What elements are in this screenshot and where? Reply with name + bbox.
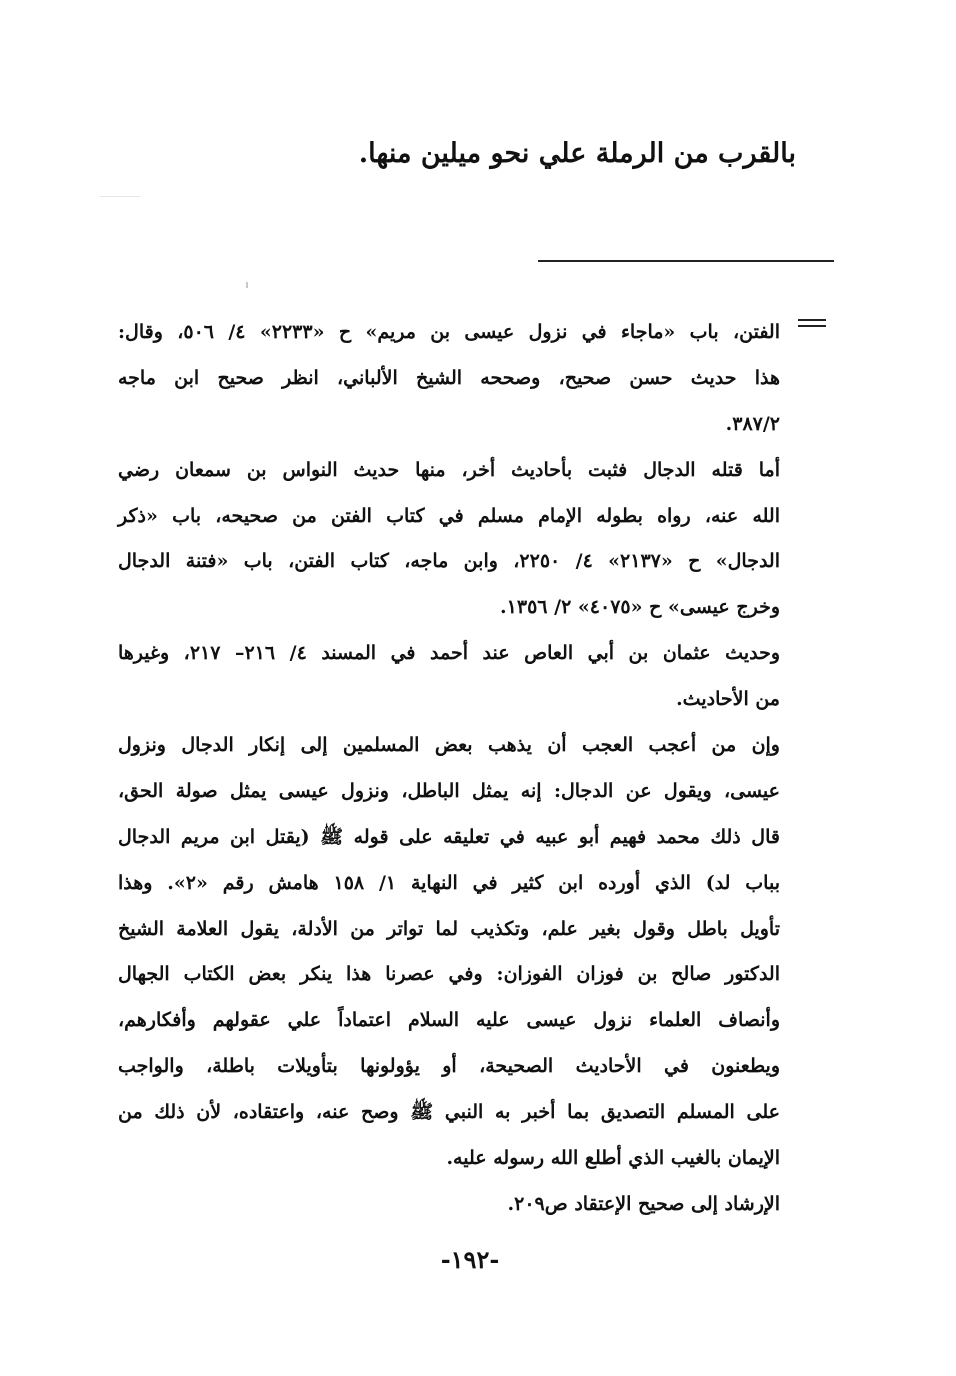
footnote-line: بباب لد) الذي أورده ابن كثير في النهاية ١/ ١٥٨ هامش رقم «٢». وهذا <box>118 871 780 894</box>
main-text: بالقرب من الرملة علي نحو ميلين منها. <box>358 138 796 169</box>
footnote-line: هذا حديث حسن صحيح، وصححه الشيخ الألباني، انظر صحيح ابن ماجه <box>118 366 780 389</box>
footnote-line: على المسلم التصديق بما أخبر به النبي ﷺ وصح عنه، واعتقاده، لأن ذلك من <box>118 1101 780 1124</box>
footnote-line: الفتن، باب «ماجاء في نزول عيسى بن مريم» ح «٢٢٣٣» ٤/ ٥٠٦، وقال: <box>118 321 780 343</box>
footnote-continuation-mark <box>798 319 826 331</box>
footnote-line: تأويل باطل وقول بغير علم، وتكذيب لما تواتر من الأدلة، يقول العلامة الشيخ <box>118 917 780 940</box>
footnote-line: قال ذلك محمد فهيم أبو عبيه في تعليقه على قوله ﷺ (يقتل ابن مريم الدجال <box>118 825 780 848</box>
footnotes <box>118 310 780 1228</box>
footnote-line: من الأحاديث. <box>676 688 780 711</box>
footnote-line: الله عنه، رواه بطوله الإمام مسلم في كتاب الفتن من صحيحه، باب «ذكر <box>118 504 780 527</box>
footnote-line: ٣٨٧/٢. <box>725 412 780 435</box>
footnote-line: ويطعنون في الأحاديث الصحيحة، أو يؤولونها بتأويلات باطلة، والواجب <box>118 1055 780 1078</box>
footnote-line: الإيمان بالغيب الذي أطلع الله رسوله عليه. <box>446 1147 780 1170</box>
footnote-line: الدجال» ح «٢١٣٧» ٤/ ٢٢٥٠، وابن ماجه، كتاب الفتن، باب «فتنة الدجال <box>118 550 781 573</box>
footnote-line: وأنصاف العلماء نزول عيسى عليه السلام اعتماداً علي عقولهم وأفكارهم، <box>118 1009 780 1032</box>
footnote-line: الإرشاد إلى صحيح الإعتقاد ص٢٠٩. <box>507 1192 780 1215</box>
page-number: -١٩٢- <box>440 1245 500 1274</box>
footnote-line: وحديث عثمان بن أبي العاص عند أحمد في المسند ٤/ ٢١٦– ٢١٧، وغيرها <box>118 642 781 665</box>
footnote-line: وخرج عيسى» ح «٤٠٧٥» ٢/ ١٣٥٦. <box>500 596 780 619</box>
footnote-line: عيسى، ويقول عن الدجال: إنه يمثل الباطل، ونزول عيسى يمثل صولة الحق، <box>118 779 780 802</box>
footnote-separator <box>538 260 834 262</box>
scan-speck <box>246 282 248 288</box>
footnote-line: الدكتور صالح بن فوزان الفوزان: وفي عصرنا هذا ينكر بعض الكتاب الجهال <box>118 963 780 986</box>
footnote-line: وإن من أعجب العجب أن يذهب بعض المسلمين إلى إنكار الدجال ونزول <box>118 734 780 757</box>
footnote-line: أما قتله الدجال فثبت بأحاديث أخر، منها حديث النواس بن سمعان رضي <box>118 458 780 481</box>
scan-speck <box>100 196 140 197</box>
